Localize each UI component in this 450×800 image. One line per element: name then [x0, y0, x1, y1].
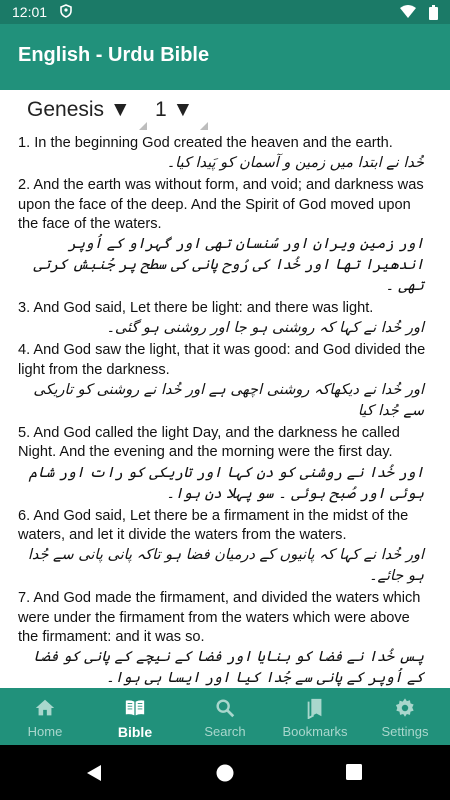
- verse-english: 3. And God said, Let there be light: and there was light.: [18, 300, 374, 317]
- nav-home-label: Home: [27, 724, 63, 739]
- verse-urdu: اور خُدا نے کہا کہ روشنی ہو جا اور روشنی ہو گئی۔: [106, 320, 424, 337]
- book-dropdown[interactable]: [27, 98, 147, 130]
- verse-item[interactable]: [18, 134, 432, 174]
- recents-square-icon[interactable]: [346, 764, 362, 780]
- dropdown-corner-icon: [139, 122, 147, 130]
- verse-urdu: خُدا نے ابتدا میں زمین و آسمان کو پَیدا کیا۔: [166, 155, 424, 172]
- bible-content[interactable]: [0, 90, 450, 688]
- verse-english: 7. And God made the firmament, and divided the waters which were under the firmament from the waters which were above the firmament: and it was so.: [18, 590, 421, 645]
- back-triangle-icon[interactable]: [86, 764, 102, 782]
- app-bar: [0, 24, 450, 90]
- verse-english: 1. In the beginning God created the heaven and the earth.: [18, 135, 393, 151]
- nav-search[interactable]: [180, 688, 270, 745]
- nav-bible[interactable]: [90, 688, 180, 745]
- verse-item[interactable]: [18, 589, 432, 688]
- bookmarks-icon: [304, 697, 326, 719]
- chapter-dropdown[interactable]: [155, 98, 208, 130]
- status-bar: [0, 0, 450, 24]
- verse-item[interactable]: [18, 507, 432, 588]
- chapter-dropdown-value: 1 ▼: [155, 98, 194, 121]
- book-dropdown-value: Genesis ▼: [27, 98, 131, 121]
- nav-settings-label: Settings: [381, 724, 429, 739]
- status-time: 12:01: [12, 4, 48, 20]
- verse-urdu: اور خُدا نے دیکھاکہ روشنی اچھی ہے اور خُدا نے روشنی کو تاریکی سے جُدا کیا: [33, 382, 424, 420]
- nav-settings[interactable]: [360, 688, 450, 745]
- nav-bookmarks[interactable]: [270, 688, 360, 745]
- verse-item[interactable]: [18, 299, 432, 339]
- verse-urdu: اور خُدا نے روشنی کو دن کہا اور تاریکی کو رات اور شام ہوئی اور صُبح ہوئی ۔ سو پہلا دن ہوا۔: [28, 464, 424, 502]
- battery-icon: [429, 5, 438, 20]
- verse-item[interactable]: [18, 424, 432, 505]
- app-title: English - Urdu Bible: [18, 44, 210, 66]
- verse-item[interactable]: [18, 341, 432, 422]
- nav-home[interactable]: [0, 688, 90, 745]
- home-icon: [34, 697, 56, 719]
- verse-english: 2. And the earth was without form, and void; and darkness was upon the face of the deep. And the Spirit of God moved upon the face of the waters.: [18, 177, 424, 232]
- verse-english: 4. And God saw the light, that it was good: and God divided the light from the darkness.: [18, 342, 426, 378]
- system-navigation-bar: [0, 745, 450, 800]
- dropdown-corner-icon: [200, 122, 208, 130]
- bottom-navigation: [0, 688, 450, 745]
- nav-search-label: Search: [204, 724, 246, 739]
- verse-list: [18, 134, 432, 688]
- verse-urdu: اور زمین ویران اور سُنسان تھی اور گہراو کے اُوپر اندھیرا تھا اور خُدا کی رُوح پانی کی سطح پر جُنبش کرتی تھی ۔: [33, 236, 424, 295]
- verse-urdu: پس خُدا نے فضا کو بنایا اور فضا کے نیچے کے پانی کو فضا کے اُوپر کے پانی سے جُدا کیا اور ایسا ہی ہوا۔: [32, 649, 424, 687]
- home-circle-icon[interactable]: [216, 764, 234, 782]
- nav-bookmarks-label: Bookmarks: [282, 724, 348, 739]
- search-icon: [214, 697, 236, 719]
- shield-key-icon: [60, 4, 72, 21]
- verse-english: 5. And God called the light Day, and the darkness he called Night. And the evening and the morning were the first day.: [18, 425, 400, 461]
- wifi-icon: [400, 5, 416, 19]
- verse-english: 6. And God said, Let there be a firmament in the midst of the waters, and let it divide the waters from the waters.: [18, 507, 409, 543]
- open-book-icon: [124, 697, 146, 719]
- verse-urdu: اور خُدا نے کہا کہ پانیوں کے درمیان فضا ہو تاکہ پانی پانی سے جُدا ہو جائے۔: [27, 547, 424, 585]
- verse-item[interactable]: [18, 176, 432, 297]
- nav-bible-label: Bible: [117, 724, 153, 740]
- gear-icon: [394, 697, 416, 719]
